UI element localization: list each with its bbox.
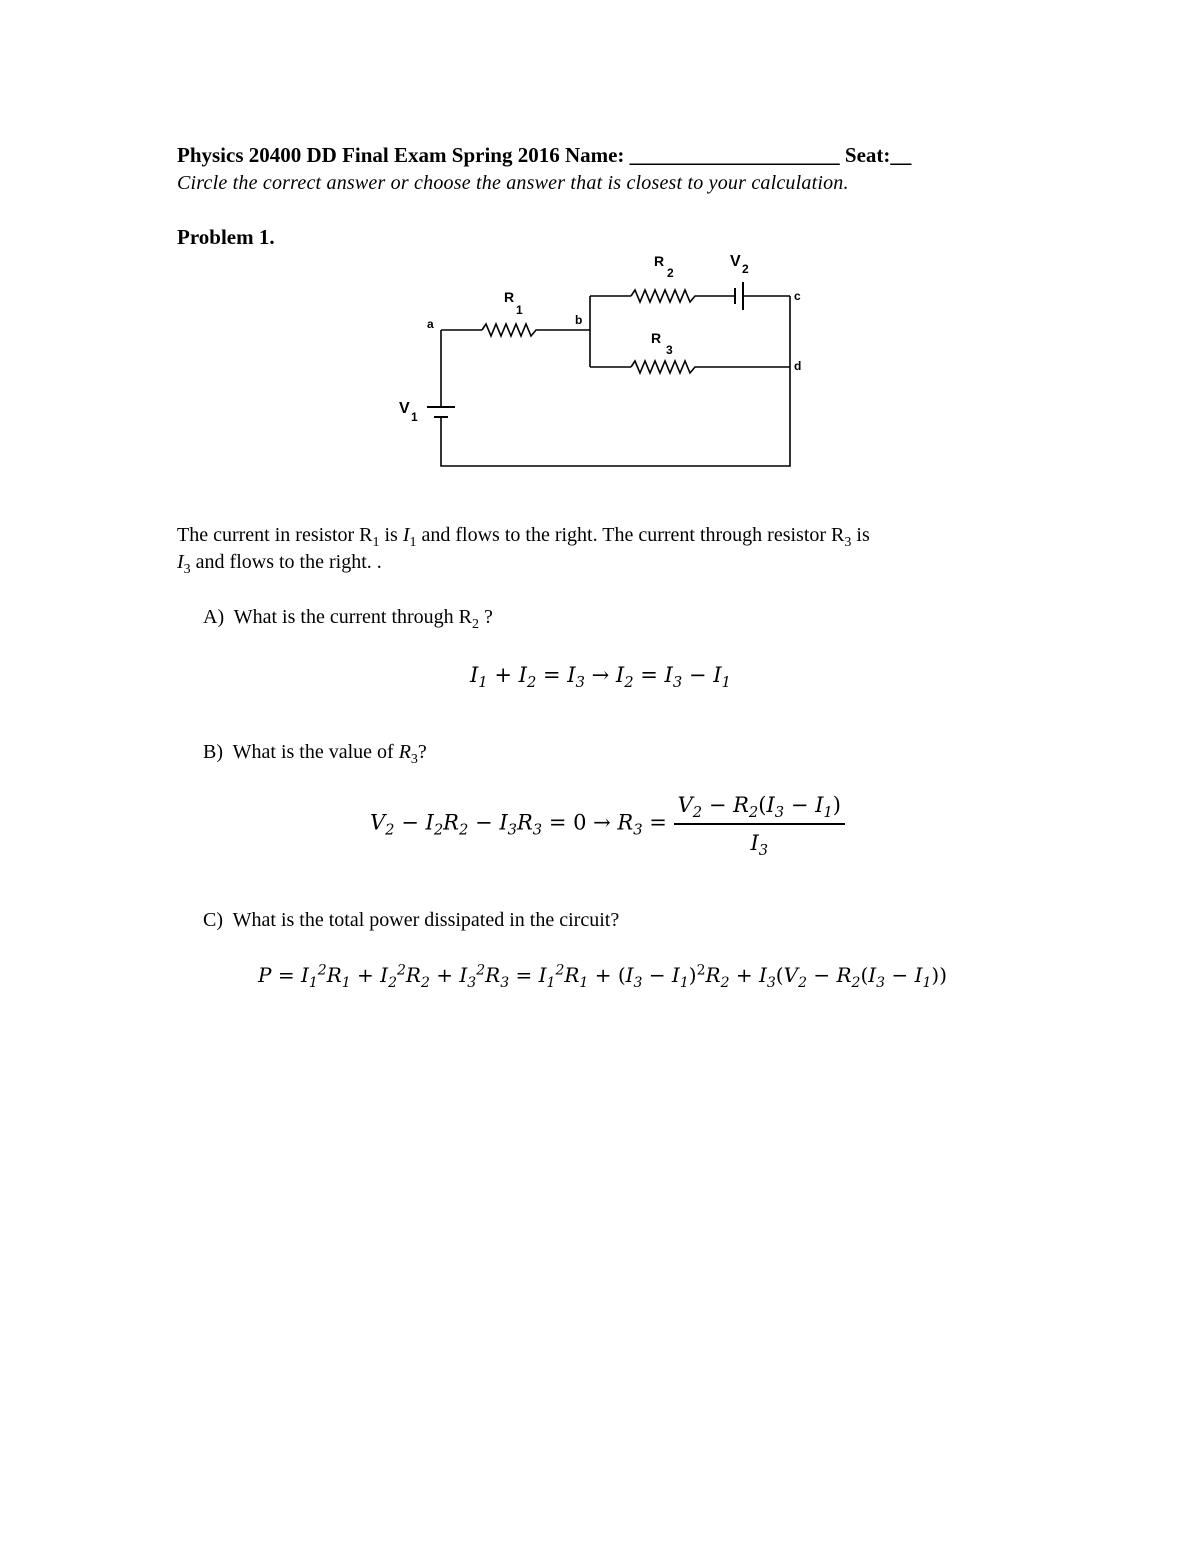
problem-statement-line1: The current in resistor $R_1$ is $I_1$ and flows to the right. The current through resistor $R_3$ is bbox=[177, 524, 870, 550]
problem-heading: Problem 1. bbox=[177, 225, 275, 249]
answer-c-equation: $P = I_1^2R_1 + I_2^2R_2 + I_3^2R_3 = I_1^2R_1 + (I_3 - I_1)^2R_2 + I_3(V_2 - R_2(I_3 - I_1))$ bbox=[258, 962, 948, 991]
r3-label: R bbox=[651, 330, 662, 346]
answer-b-equation: $V_2 - I_2R_2 - I_3R_3 = 0 \to R_3$ = $\frac{V_2 - R_2(I_3 - I_1)}{I_3}$ bbox=[370, 793, 845, 855]
node-a-label: a bbox=[427, 317, 434, 331]
r1-label: R bbox=[504, 289, 515, 305]
node-d-label: d bbox=[794, 359, 802, 373]
answer-a-equation: $I_1 + I_2 = I_3 \to I_2 = I_3 - I_1$ bbox=[470, 663, 731, 692]
r2-subscript: 2 bbox=[667, 266, 674, 280]
answer-b-fraction: $\frac{V_2 - R_2(I_3 - I_1)}{I_3}$ bbox=[674, 793, 845, 855]
resistor-r3 bbox=[631, 361, 790, 373]
exam-instructions: Circle the correct answer or choose the answer that is closest to your calculation. bbox=[177, 172, 849, 194]
exam-header: Physics 20400 DD Final Exam Spring 2016 Name: ____________________ Seat:__ bbox=[177, 143, 912, 167]
circuit-diagram bbox=[390, 245, 820, 475]
v1-subscript: 1 bbox=[411, 410, 418, 424]
circuit-wires bbox=[427, 282, 790, 466]
resistor-r2 bbox=[631, 290, 735, 302]
question-c: C) What is the total power dissipated in the circuit? bbox=[203, 909, 620, 931]
problem-statement-line2: $I_3$ and flows to the right. . bbox=[177, 551, 382, 577]
v1-label: V bbox=[399, 400, 410, 417]
r2-label: R bbox=[654, 253, 665, 269]
r3-subscript: 3 bbox=[666, 343, 673, 357]
v2-label: V bbox=[730, 253, 741, 270]
r1-subscript: 1 bbox=[516, 303, 523, 317]
question-b: B) What is the value of $R_3$? bbox=[203, 741, 427, 767]
v2-subscript: 2 bbox=[742, 262, 749, 276]
question-a: A) What is the current through $R_2$ ? bbox=[203, 606, 493, 632]
node-c-label: c bbox=[794, 289, 801, 303]
resistor-r1 bbox=[482, 324, 590, 336]
node-b-label: b bbox=[575, 313, 583, 327]
